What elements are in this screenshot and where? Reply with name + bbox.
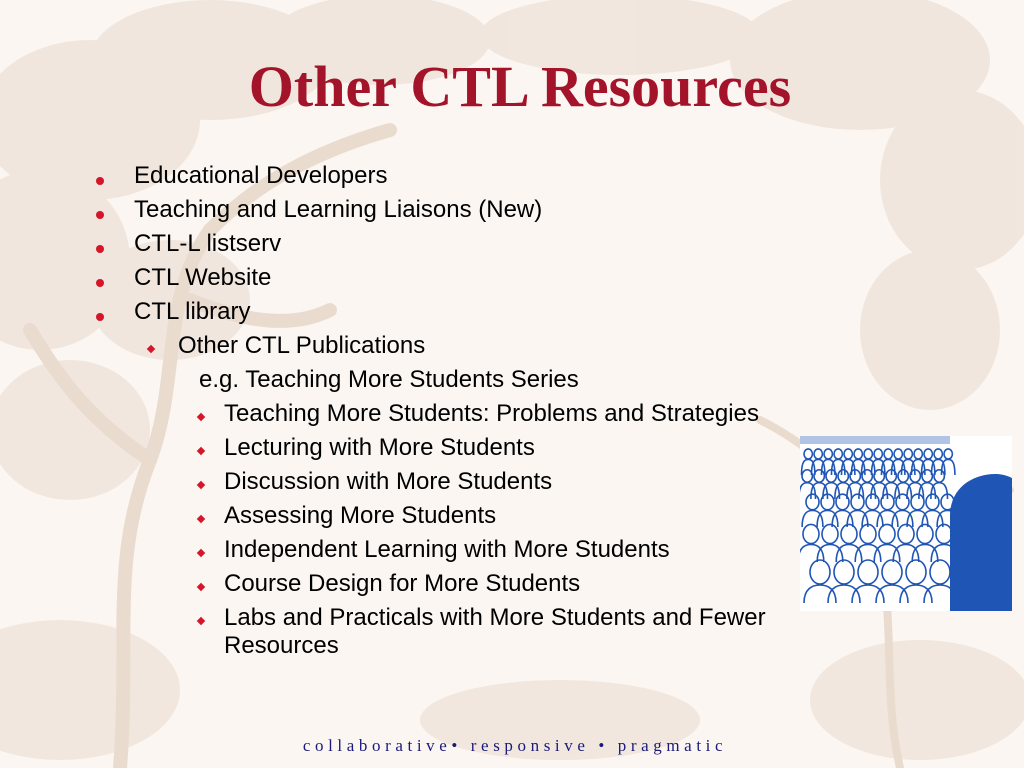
series-item: Discussion with More Students <box>224 468 553 495</box>
list-item: CTL library <box>134 298 251 325</box>
series-item: Labs and Practicals with More Students and Fewer <box>224 604 766 631</box>
series-item: Lecturing with More Students <box>224 434 535 461</box>
list-item: Educational Developers <box>134 162 388 189</box>
bullet-dot-icon <box>96 245 104 253</box>
bullet-dot-icon <box>96 279 104 287</box>
bullet-dot-icon <box>96 313 104 321</box>
list-item: CTL-L listserv <box>134 230 282 257</box>
series-item: Independent Learning with More Students <box>224 536 670 563</box>
example-text: e.g. Teaching More Students Series <box>199 366 579 393</box>
series-item: Teaching More Students: Problems and Strategies <box>224 400 759 427</box>
sub-list-item: Other CTL Publications <box>178 332 426 359</box>
series-item: Assessing More Students <box>224 502 497 529</box>
page-title: Other CTL Resources <box>248 54 792 119</box>
bullet-dot-icon <box>96 177 104 185</box>
series-item: Course Design for More Students <box>224 570 581 597</box>
series-item-continuation: Resources <box>224 632 339 659</box>
crowd-icon <box>800 436 1012 611</box>
list-item: CTL Website <box>134 264 272 291</box>
footer-tagline: collaborative• responsive • pragmatic <box>302 736 728 755</box>
bullet-dot-icon <box>96 211 104 219</box>
list-item: Teaching and Learning Liaisons (New) <box>134 196 543 223</box>
